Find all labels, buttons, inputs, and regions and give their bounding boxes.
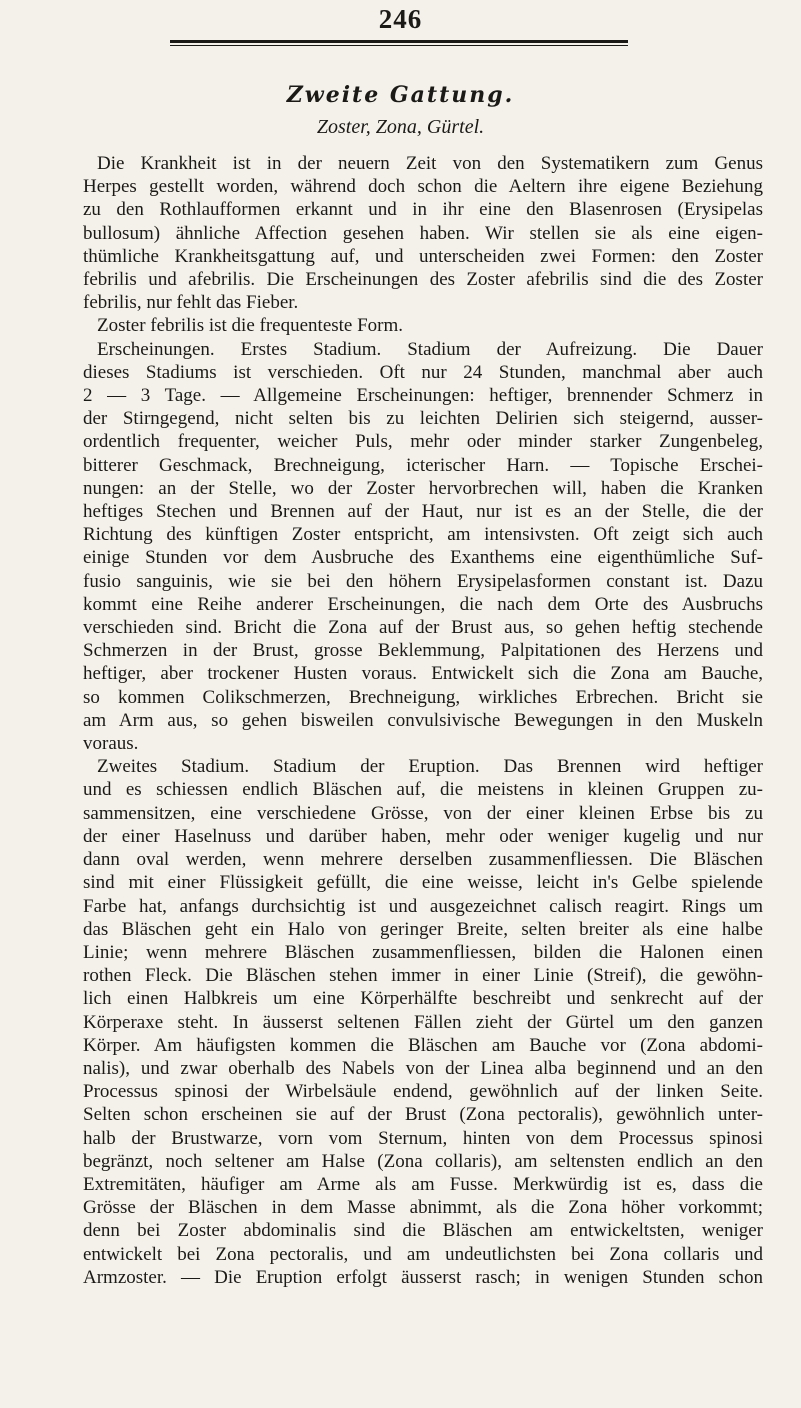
text-line: rothen Fleck. Die Bläschen stehen immer in einer Linie (Streif), die gewöhn- <box>83 965 763 987</box>
section-subtitle: Zoster, Zona, Gürtel. <box>316 116 485 138</box>
text-line: nalis), und zwar oberhalb des Nabels von der Linea alba beginnend und an den <box>83 1057 763 1079</box>
text-line: entwickelt bei Zona pectoralis, und am undeutlichsten bei Zona collaris und <box>83 1243 763 1265</box>
text-line: Processus spinosi der Wirbelsäule endend, gewöhnlich auf der linken Seite. <box>83 1081 763 1103</box>
text-line: kommt eine Reihe anderer Erscheinungen, die nach dem Orte des Ausbruchs <box>83 593 763 615</box>
text-line: dann oval werden, wenn mehrere derselben zusammenfliessen. Die Bläschen <box>83 849 763 871</box>
text-line: sind mit einer Flüssigkeit gefüllt, die eine weisse, leicht in's Gelbe spielende <box>83 872 763 894</box>
text-line: das Bläschen geht ein Halo von geringer Breite, selten breiter als eine halbe <box>83 918 763 940</box>
text-line: heftiges Stechen und Brennen auf der Haut, nur ist es an der Stelle, die der <box>83 501 763 523</box>
text-line: Farbe hat, anfangs durchsichtig ist und ausgezeichnet calisch reagirt. Rings um <box>83 895 763 917</box>
header-rule-thin <box>170 45 628 46</box>
text-line: Schmerzen in der Brust, grosse Beklemmung, Palpitationen des Herzens und <box>83 640 763 662</box>
text-line: Zoster febrilis ist die frequenteste Form. <box>97 315 404 337</box>
text-line: ordentlich frequenter, weicher Puls, mehr oder minder starker Zungenbeleg, <box>83 431 763 453</box>
text-line: Extremitäten, häufiger am Arme als am Fusse. Merkwürdig ist es, dass die <box>83 1173 763 1195</box>
text-line: bullosum) ähnliche Affection gesehen haben. Wir stellen sie als eine eigen- <box>83 222 763 244</box>
text-line: thümliche Krankheitsgattung auf, und unterscheiden zwei Formen: den Zoster <box>83 245 763 267</box>
body-text <box>83 152 763 1289</box>
text-line: der einer Haselnuss und darüber haben, mehr oder weniger kugelig und nur <box>83 825 763 847</box>
text-line: Linie; wenn mehrere Bläschen zusammenfliessen, bilden die Halonen einen <box>83 941 763 963</box>
text-line: Selten schon erscheinen sie auf der Brust (Zona pectoralis), gewöhnlich unter- <box>83 1104 763 1126</box>
text-line: voraus. <box>83 733 139 755</box>
text-line: Die Krankheit ist in der neuern Zeit von den Systematikern zum Genus <box>97 153 763 174</box>
text-line: zu den Rothlaufformen erkannt und in ihr eine den Blasenrosen (Erysipelas <box>83 199 763 221</box>
text-line: Richtung des künftigen Zoster entspricht, am intensivsten. Oft zeigt sich auch <box>83 524 763 546</box>
text-line: denn bei Zoster abdominalis sind die Bläschen am entwickeltsten, weniger <box>83 1220 763 1242</box>
text-line: febrilis, nur fehlt das Fieber. <box>83 292 299 314</box>
text-line: sammensitzen, eine verschiedene Grösse, von der einer kleinen Erbse bis zu <box>83 802 763 824</box>
text-line: Erscheinungen. Erstes Stadium. Stadium der Aufreizung. Die Dauer <box>97 338 763 360</box>
header-rule <box>170 40 628 46</box>
section-heading: Zweite Gattung. <box>286 82 515 108</box>
header-rule-thick <box>170 40 628 43</box>
text-line: verschieden sind. Bricht die Zona auf der Brust aus, so gehen heftig stechende <box>83 617 763 639</box>
text-line: halb der Brustwarze, vorn vom Sternum, hinten von dem Processus spinosi <box>83 1127 763 1149</box>
text-line: dieses Stadiums ist verschieden. Oft nur 24 Stunden, manchmal aber auch <box>83 361 763 383</box>
text-line: begränzt, noch seltener am Halse (Zona collaris), am seltensten endlich an den <box>83 1150 763 1172</box>
text-line: der Stirngegend, nicht selten bis zu leichten Delirien sich steigernd, ausser- <box>83 408 763 430</box>
text-line: Grösse der Bläschen in dem Masse abnimmt, als die Zona höher vorkommt; <box>83 1197 763 1219</box>
page-number: 246 <box>378 4 423 34</box>
text-line: einige Stunden vor dem Ausbruche des Exanthems eine eigenthümliche Suf- <box>83 547 763 569</box>
text-line: lich einen Halbkreis um eine Körperhälfte beschreibt und senkrecht auf der <box>83 988 763 1010</box>
text-line: fusio sanguinis, wie sie bei den höhern Erysipelasformen constant ist. Dazu <box>83 570 763 592</box>
text-line: bitterer Geschmack, Brechneigung, icterischer Harn. — Topische Erschei- <box>83 454 763 476</box>
text-line: Herpes gestellt worden, während doch schon die Aeltern ihre eigene Beziehung <box>83 176 763 198</box>
text-line: 2 — 3 Tage. — Allgemeine Erscheinungen: heftiger, brennender Schmerz in <box>83 385 763 407</box>
text-line: Körper. Am häufigsten kommen die Bläschen am Bauche vor (Zona abdomi- <box>83 1034 763 1056</box>
text-line: und es schiessen endlich Bläschen auf, die meistens in kleinen Gruppen zu- <box>83 779 763 801</box>
text-line: nungen: an der Stelle, wo der Zoster hervorbrechen will, haben die Kranken <box>83 477 763 499</box>
text-line: so kommen Colikschmerzen, Brechneigung, wirkliches Erbrechen. Bricht sie <box>83 686 763 708</box>
text-line: am Arm aus, so gehen bisweilen convulsivische Bewegungen in den Muskeln <box>83 709 763 731</box>
text-line: febrilis und afebrilis. Die Erscheinungen des Zoster afebrilis sind die des Zoster <box>83 269 763 291</box>
text-line: Körperaxe steht. In äusserst seltenen Fällen zieht der Gürtel um den ganzen <box>83 1011 763 1033</box>
text-line: Zweites Stadium. Stadium der Eruption. Das Brennen wird heftiger <box>97 756 763 778</box>
text-line: heftiger, aber trockener Husten voraus. Entwickelt sich die Zona am Bauche, <box>83 663 763 685</box>
text-line: Armzoster. — Die Eruption erfolgt äusserst rasch; in wenigen Stunden schon <box>83 1266 763 1288</box>
